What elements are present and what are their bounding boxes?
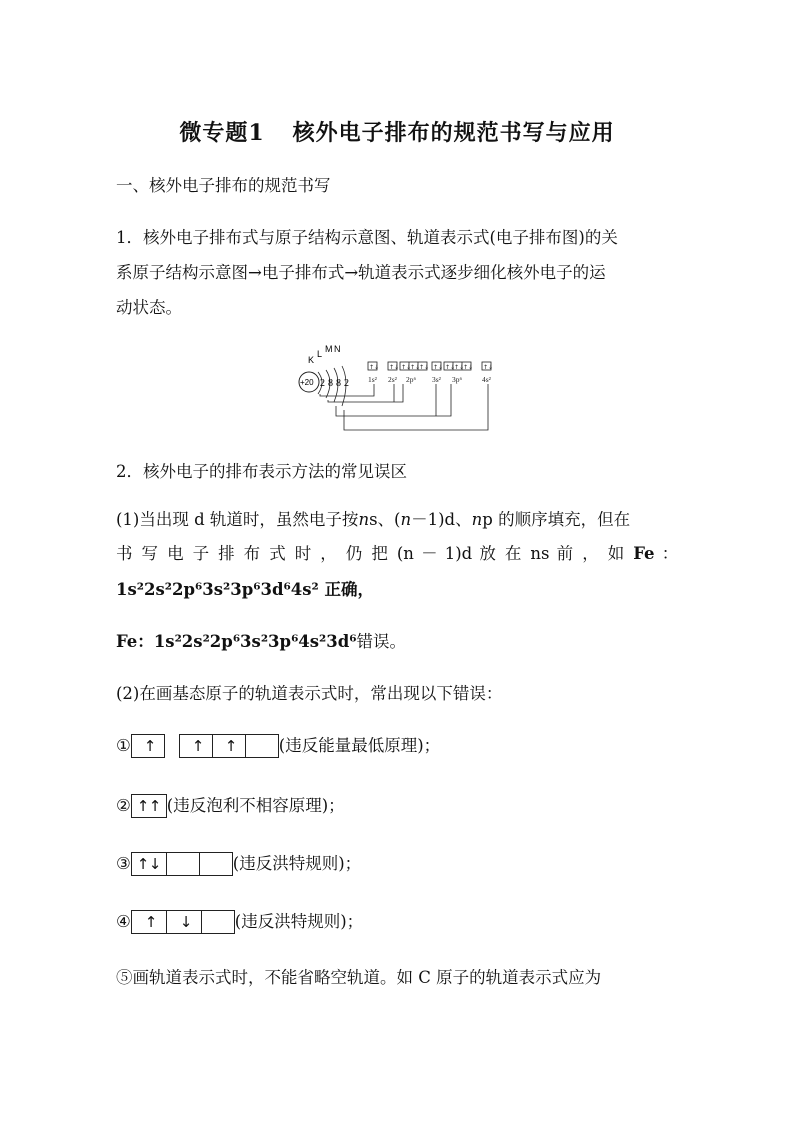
svg-text:↑↓: ↑↓ [463, 364, 474, 371]
shell-count: 8 [336, 378, 341, 389]
orbital-label: 1s² [368, 375, 377, 384]
paragraph-1-line-2: 系原子结构示意图→电子排布式→轨道表示式逐步细化核外电子的运 [116, 263, 606, 282]
error-example-2: ② ↑ ↑ (违反泡利不相容原理)； [116, 794, 345, 818]
shell-label: K [308, 355, 315, 365]
orbital-label: 3p⁶ [452, 375, 463, 384]
shell-count: 2 [344, 378, 349, 389]
orbital-box-group: ↑ [131, 734, 165, 758]
paragraph-3: (2)在画基态原子的轨道表示式时，常出现以下错误： [116, 684, 503, 703]
paragraph-1-line-1: 1．核外电子排布式与原子结构示意图、轨道表示式(电子排布图)的关 [116, 228, 618, 247]
error-example-4: ④ ↑ ↓ (违反洪特规则)； [116, 910, 363, 934]
paragraph-5: ⑤画轨道表示式时，不能省略空轨道。如 C 原子的轨道表示式应为 [116, 968, 602, 987]
title-main: 微专题1 [179, 120, 265, 146]
orbital-label: 4s² [482, 375, 491, 384]
orbital-label: 3s² [432, 375, 441, 384]
page-title [0, 116, 794, 147]
shell-count: 8 [328, 378, 333, 389]
orbital-box-group: ↑ ↓ [131, 852, 233, 876]
svg-text:↑↓: ↑↓ [369, 364, 380, 371]
orbital-label: 2s² [388, 375, 397, 384]
title-sub: 核外电子排布的规范书写与应用 [292, 120, 615, 146]
paragraph-2-heading: 2．核外电子的排布表示方法的常见误区 [116, 462, 407, 481]
error-example-3: ③ ↑ ↓ (违反洪特规则)； [116, 852, 361, 876]
orbital-label: 2p⁶ [406, 375, 417, 384]
paragraph-2-line-3: 1s²2s²2p⁶3s²3p⁶3d⁶4s² 正确， [116, 580, 374, 599]
shell-label: L [317, 349, 323, 359]
shell-label: N [334, 344, 341, 354]
paragraph-2-line-1: (1)当出现 d 轨道时，虽然电子按ns、(n－1)d、np 的顺序填充，但在 [116, 510, 631, 529]
section-heading: 一、核外电子排布的规范书写 [116, 176, 331, 195]
svg-text:↑↓: ↑↓ [454, 364, 465, 371]
paragraph-2-line-4: Fe：1s²2s²2p⁶3s²3p⁶4s²3d⁶错误。 [116, 632, 407, 651]
shell-count: 2 [320, 378, 325, 389]
orbital-box-group: ↑ ↑ [179, 734, 279, 758]
svg-text:↑↓: ↑↓ [389, 364, 400, 371]
atom-structure-diagram [296, 344, 496, 436]
nucleus-charge: +20 [300, 378, 314, 387]
svg-text:↑↓: ↑↓ [410, 364, 421, 371]
shell-label: M [325, 344, 333, 354]
paragraph-2-line-2: 书 写 电 子 排 布 式 时 ， 仍 把 (n － 1)d 放 在 ns 前 ， 如 Fe ： [116, 544, 679, 563]
paragraph-1-line-3: 动状态。 [116, 298, 182, 317]
orbital-box-group: ↑ ↑ [131, 794, 167, 818]
orbital-box-group: ↑ ↓ [131, 910, 235, 934]
svg-text:↑↓: ↑↓ [419, 364, 430, 371]
svg-text:↑↓: ↑↓ [445, 364, 456, 371]
svg-text:↑↓: ↑↓ [483, 364, 494, 371]
svg-text:↑↓: ↑↓ [433, 364, 444, 371]
svg-text:↑↓: ↑↓ [401, 364, 412, 371]
error-example-1: ① ↑ ↑ ↑ (违反能量最低原理)； [116, 734, 440, 758]
